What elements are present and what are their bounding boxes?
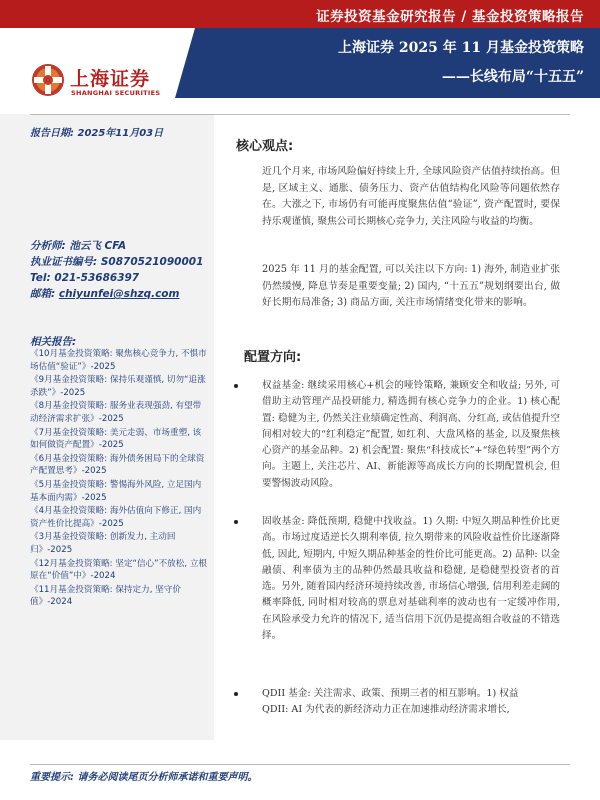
core-heading: 核心观点: <box>236 139 294 154</box>
series-banner <box>0 0 600 28</box>
qdii-line-1: QDII 基金: 关注需求、政策、预期三者的相互影响。1) 权益 <box>262 688 519 699</box>
related-report-item[interactable]: 《7月基金投资策略: 美元走弱、市场重塑, 该如何做资产配置》-2025 <box>30 427 202 451</box>
qdii-line-2: QDII: AI 为代表的新经济动力正在加速推动经济需求增长, <box>262 704 510 716</box>
analyst-email-row <box>30 286 203 302</box>
fixed-income-paragraph: 固收基金: 降低预期, 稳健中找收益。1) 久期: 中短久期品种性价比更高。市场过度适逆长久期利率债, 拉久期带来的风险收益性价比逐渐降低, 因此, 短期内, 中短久期品种基金的性价比可能更高。2) 品种: 以金融债、利率债为主的品种仍然最具收益和稳健, 是稳健型投资者的首选。另外, 随着国内经济环境持续改善, 市场信心增强, 信用利差走阔的概率降低, 同时相对较高的票息对基础利率的波动也有一定缓冲作用, 在风险承受力允许的情况下, 适当信用下沉仍是提高组合收益的不错选择。 <box>262 516 560 642</box>
analyst-name: 分析师: 池云飞 CFA <box>30 240 127 252</box>
related-report-item[interactable]: 《5月基金投资策略: 警惕海外风险, 立足国内基本面内需》-2025 <box>30 479 202 503</box>
related-report-item[interactable]: 《6月基金投资策略: 海外债务困局下的全球资产配置思考》-2025 <box>30 453 205 477</box>
equity-fund-paragraph: 权益基金: 继续采用核心+机会的哑铃策略, 兼顾安全和收益; 另外, 可借助主动管理产品投研能力, 精选拥有核心竞争力的企业。1) 核心配置: 稳健为主, 仍然关注业绩确定性高、利润高、分红高, 或估值提升空间相对较大的“红利稳定”配置, 如红利、大盘风格的基金, 以及聚焦核心资产的基金品种。2) 机会配置: 聚焦“科技成长”+“绿色转型”两个方向。主题上, 关注芯片、AI、新能源等高成长方向的长期配置机会, 但要警惕波动风险。 <box>262 380 560 489</box>
logo-name-cn: 上海证券 <box>70 68 151 90</box>
related-report-item[interactable]: 《4月基金投资策略: 海外估值向下修正, 国内资产性价比提高》-2025 <box>30 506 202 529</box>
bullet-icon <box>234 520 238 524</box>
logo-mark-icon <box>30 62 66 98</box>
company-logo <box>30 62 200 102</box>
core-paragraph-1: 近几个月来, 市场风险偏好持续上升, 全球风险资产估值持续抬高。但是, 区域主义、通胀、债务压力、资产估值结构化风险等问题依然存在。大涨之下, 市场仍有可能再度聚焦估值“验证”, 资产配置时, 要保持乐观谨慎, 聚焦公司长期核心竞争力, 关注风险与收益的均衡。 <box>262 166 560 227</box>
analyst-email-label: 邮箱: <box>30 288 59 300</box>
report-subtitle: ——长线布局“十五五” <box>441 69 584 85</box>
related-report-item[interactable]: 《3月基金投资策略: 创新发力, 主动回归》-2025 <box>30 532 176 555</box>
allocation-heading: 配置方向: <box>244 350 302 365</box>
report-series: 证券投资基金研究报告 / 基金投资策略报告 <box>316 9 584 25</box>
report-title: 上海证券 2025 年 11 月基金投资策略 <box>338 40 584 56</box>
related-report-item[interactable]: 《10月基金投资策略: 聚焦核心竞争力, 不惧市场估值“验证”》-2025 <box>30 349 207 372</box>
report-date: 报告日期: 2025年11月03日 <box>30 128 164 139</box>
related-report-item[interactable]: 《9月基金投资策略: 保持乐观谨慎, 切勿“追涨杀跌”》-2025 <box>30 375 206 398</box>
logo-name-en: SHANGHAI SECURITIES <box>71 89 161 97</box>
bullet-icon <box>234 384 238 388</box>
header-divider <box>30 114 570 115</box>
related-report-item[interactable]: 《8月基金投资策略: 服务业表现强劲, 有望带动经济需求扩张》-2025 <box>30 401 202 424</box>
analyst-email-link[interactable]: chiyunfei@shzq.com <box>58 288 180 300</box>
analyst-cert: 执业证书编号: S0870521090001 <box>30 256 204 268</box>
qdii-paragraph <box>262 686 560 719</box>
bullet-icon <box>234 692 238 696</box>
footer-divider <box>30 764 570 765</box>
analyst-info <box>30 238 203 302</box>
footer-disclaimer: 重要提示: 请务必阅读尾页分析师承诺和重要声明。 <box>30 772 258 783</box>
analyst-tel: Tel: 021-53686397 <box>30 272 140 284</box>
related-report-item[interactable]: 《12月基金投资策略: 坚定“信心”不放松, 立根原在“价值”中》-2024 <box>30 558 208 582</box>
related-report-item[interactable]: 《11月基金投资策略: 保持定力, 坚守价值》-2024 <box>30 584 181 608</box>
core-paragraph-2: 2025 年 11 月的基金配置, 可以关注以下方向: 1) 海外, 制造业扩张仍然缓慢, 降息节奏是重要变量; 2) 国内, “十五五”规划纲要出台, 做好长期布局准备; 3) 商品方面, 关注市场情绪变化带来的影响。 <box>262 264 560 308</box>
related-reports-title: 相关报告: <box>30 336 77 348</box>
related-reports-list <box>30 348 208 610</box>
